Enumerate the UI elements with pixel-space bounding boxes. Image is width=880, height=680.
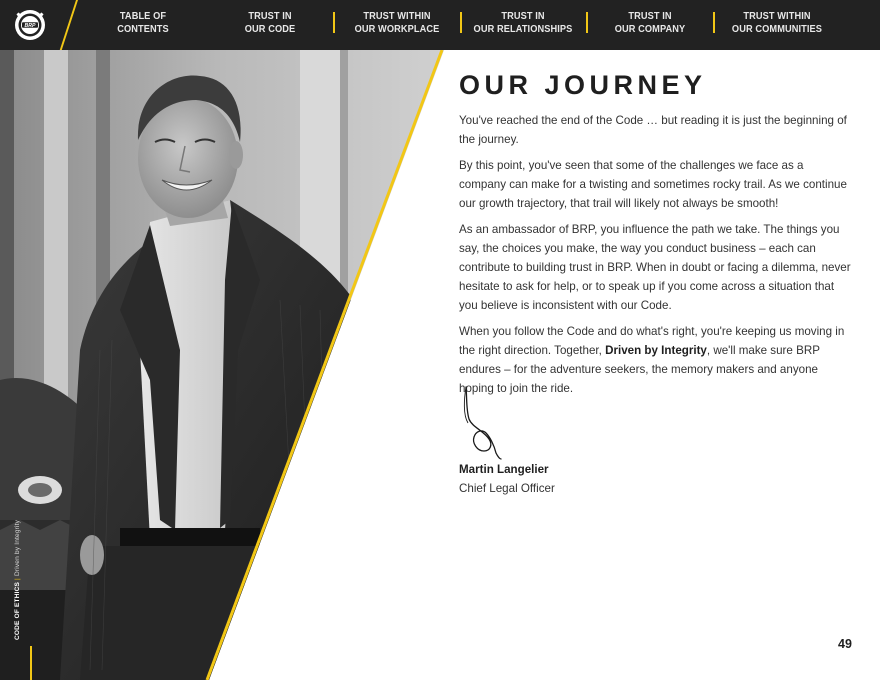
closing-paragraph (459, 322, 851, 398)
signer-name: Martin Langelier (459, 463, 549, 476)
nav-divider-slash (58, 0, 78, 54)
nav-label-line2: OUR COMMUNITIES (731, 22, 823, 35)
closing-text-before: When you follow the Code and do what's right, you're keeping us moving in the right direction. Together, (459, 325, 845, 357)
nav-label-line1: TABLE OF (119, 10, 167, 22)
caption-divider: | (14, 578, 21, 580)
nav-trust-in-our-company[interactable] (595, 10, 706, 40)
closing-emphasis: Driven by Integrity (605, 344, 707, 357)
nav-label-line1: TRUST IN (501, 10, 545, 22)
nav-separator (713, 12, 715, 33)
brp-logo-icon[interactable] (14, 9, 46, 41)
caption-tagline: Driven by Integrity (14, 519, 21, 577)
top-navigation-bar (0, 0, 880, 50)
paragraph: By this point, you've seen that some of the challenges we face as a company can make for a twisting and sometimes rocky trail. As we continue our growth trajectory, that trail will likely not always be smooth! (459, 159, 847, 210)
nav-table-of-contents[interactable] (88, 10, 199, 40)
nav-label-line2: CONTENTS (117, 22, 169, 35)
paragraph: You've reached the end of the Code … but reading it is just the beginning of the journey. (459, 114, 847, 146)
nav-label-line1: TRUST IN (628, 10, 672, 22)
page-number: 49 (838, 637, 852, 651)
nav-trust-within-our-workplace[interactable] (342, 10, 453, 40)
nav-label-line2: OUR COMPANY (614, 22, 686, 35)
paragraph: As an ambassador of BRP, you influence the path we take. The things you say, the choices you make, the way you conduct business – each can contribute to building trust in BRP. When in doubt or facing a dilemma, never hesitate to ask for help, or to speak up if you come across a situation that you believe is inconsistent with our Code. (459, 223, 851, 312)
caption-accent-bar (30, 646, 32, 680)
nav-label-line1: TRUST WITHIN (363, 10, 431, 22)
page-title: OUR JOURNEY (459, 70, 707, 100)
nav-separator (460, 12, 462, 33)
body-text (459, 111, 851, 405)
nav-label-line1: TRUST WITHIN (743, 10, 811, 22)
svg-text:BRP: BRP (24, 22, 36, 29)
signer-title: Chief Legal Officer (459, 482, 555, 495)
caption-code-label: CODE OF ETHICS (14, 581, 21, 640)
nav-label-line2: OUR CODE (244, 22, 296, 35)
section-nav (80, 0, 880, 50)
closing-text-after: , we'll make sure BRP endures – for the adventure seekers, the memory makers and anyone hoping to join the ride. (459, 344, 820, 395)
executive-portrait-photo (0, 50, 444, 680)
nav-separator (586, 12, 588, 33)
handwritten-signature (460, 385, 510, 460)
vertical-caption (14, 520, 21, 640)
nav-trust-within-our-communities[interactable] (722, 10, 833, 40)
nav-label-line2: OUR RELATIONSHIPS (473, 22, 573, 35)
nav-separator (333, 12, 335, 33)
nav-label-line2: OUR WORKPLACE (354, 22, 440, 35)
nav-trust-in-our-code[interactable] (215, 10, 326, 40)
nav-trust-in-our-relationships[interactable] (468, 10, 579, 40)
nav-label-line1: TRUST IN (248, 10, 292, 22)
